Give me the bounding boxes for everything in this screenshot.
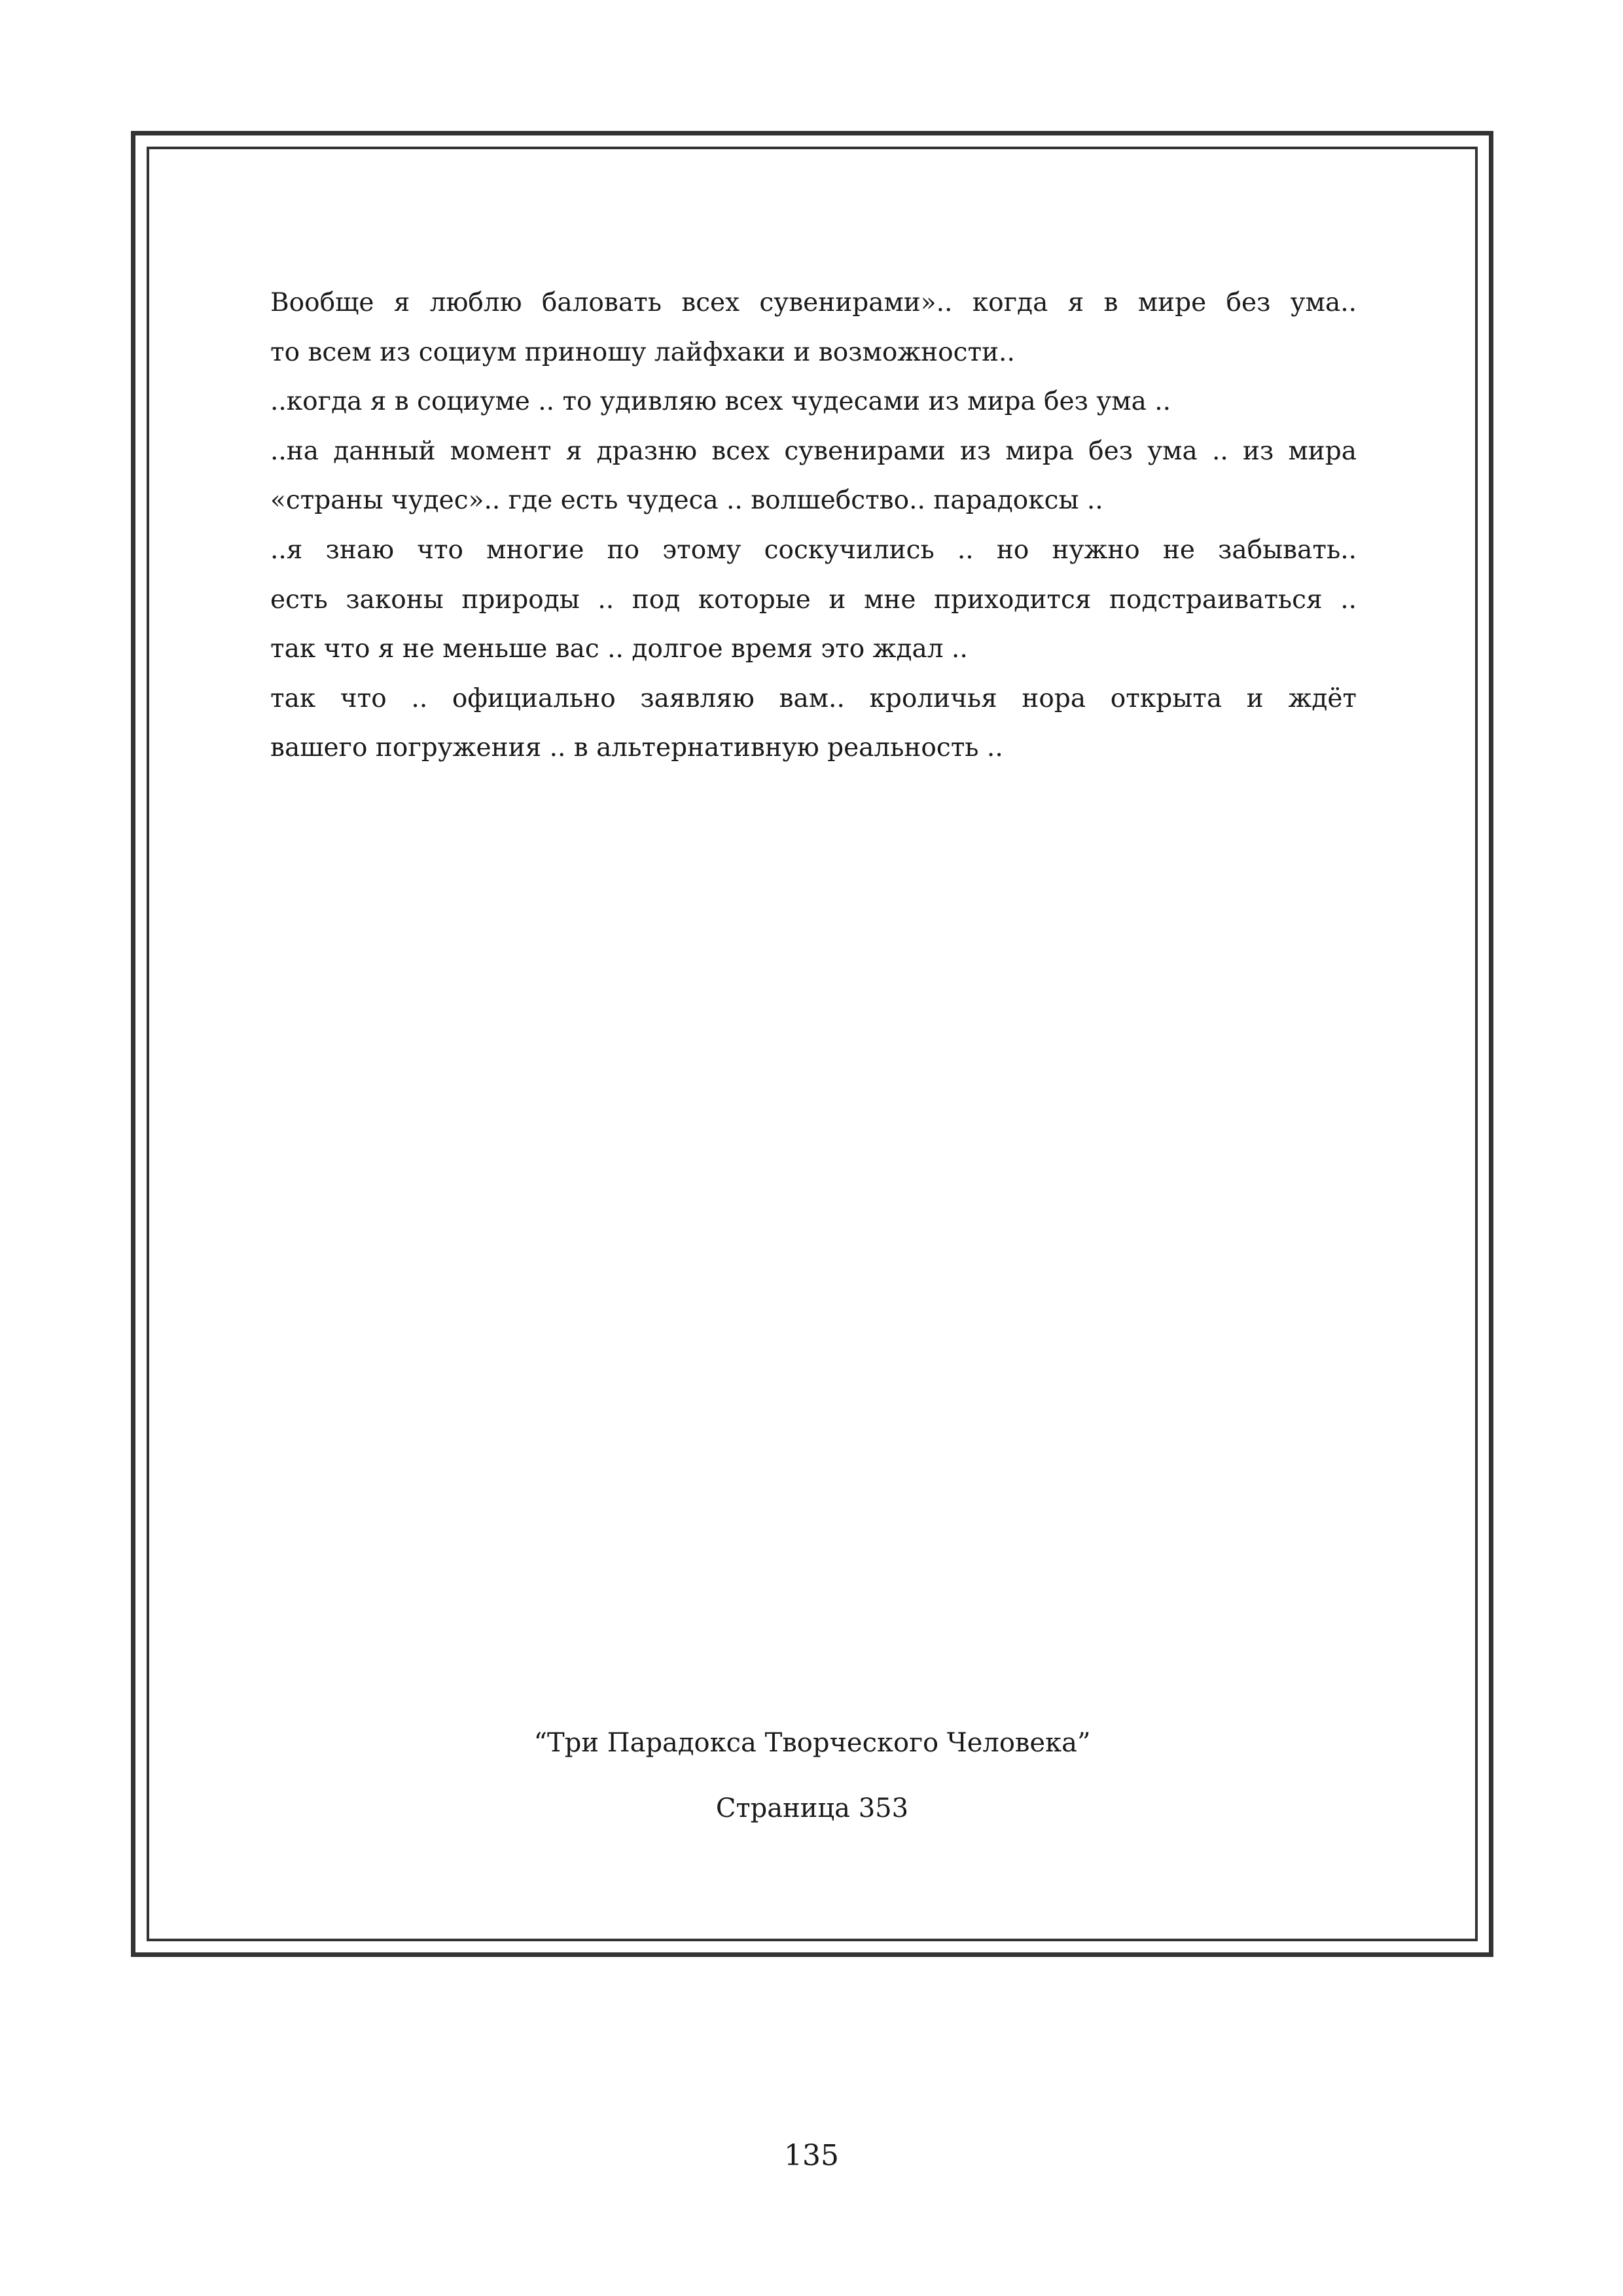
body-line: ..когда я в социуме .. то удивляю всех чудесами из мира без ума .. <box>270 387 1171 417</box>
body-line: ..я знаю что многие по этому соскучились .. но нужно не забывать.. <box>270 535 1357 565</box>
book-title-caption: “Три Парадокса Творческого Человека” <box>533 1728 1091 1758</box>
page-number: 135 <box>784 2139 839 2172</box>
body-text <box>270 278 1357 773</box>
body-line: вашего погружения .. в альтернативную реальность .. <box>270 733 1003 763</box>
body-line: «страны чудес».. где есть чудеса .. волшебство.. парадоксы .. <box>270 486 1103 516</box>
body-line: так что .. официально заявляю вам.. кроличья нора открыта и ждёт <box>270 683 1357 713</box>
body-line: так что я не меньше вас .. долгое время это ждал .. <box>270 634 968 664</box>
body-line: ..на данный момент я дразню всех сувенирами из мира без ума .. из мира <box>270 436 1357 466</box>
body-line: есть законы природы .. под которые и мне приходится подстраиваться .. <box>270 584 1357 615</box>
body-line: то всем из социум приношу лайфхаки и возможности.. <box>270 337 1015 367</box>
source-page-caption: Страница 353 <box>715 1793 909 1823</box>
body-line: Вообще я люблю баловать всех сувенирами».. когда я в мире без ума.. <box>270 288 1357 317</box>
